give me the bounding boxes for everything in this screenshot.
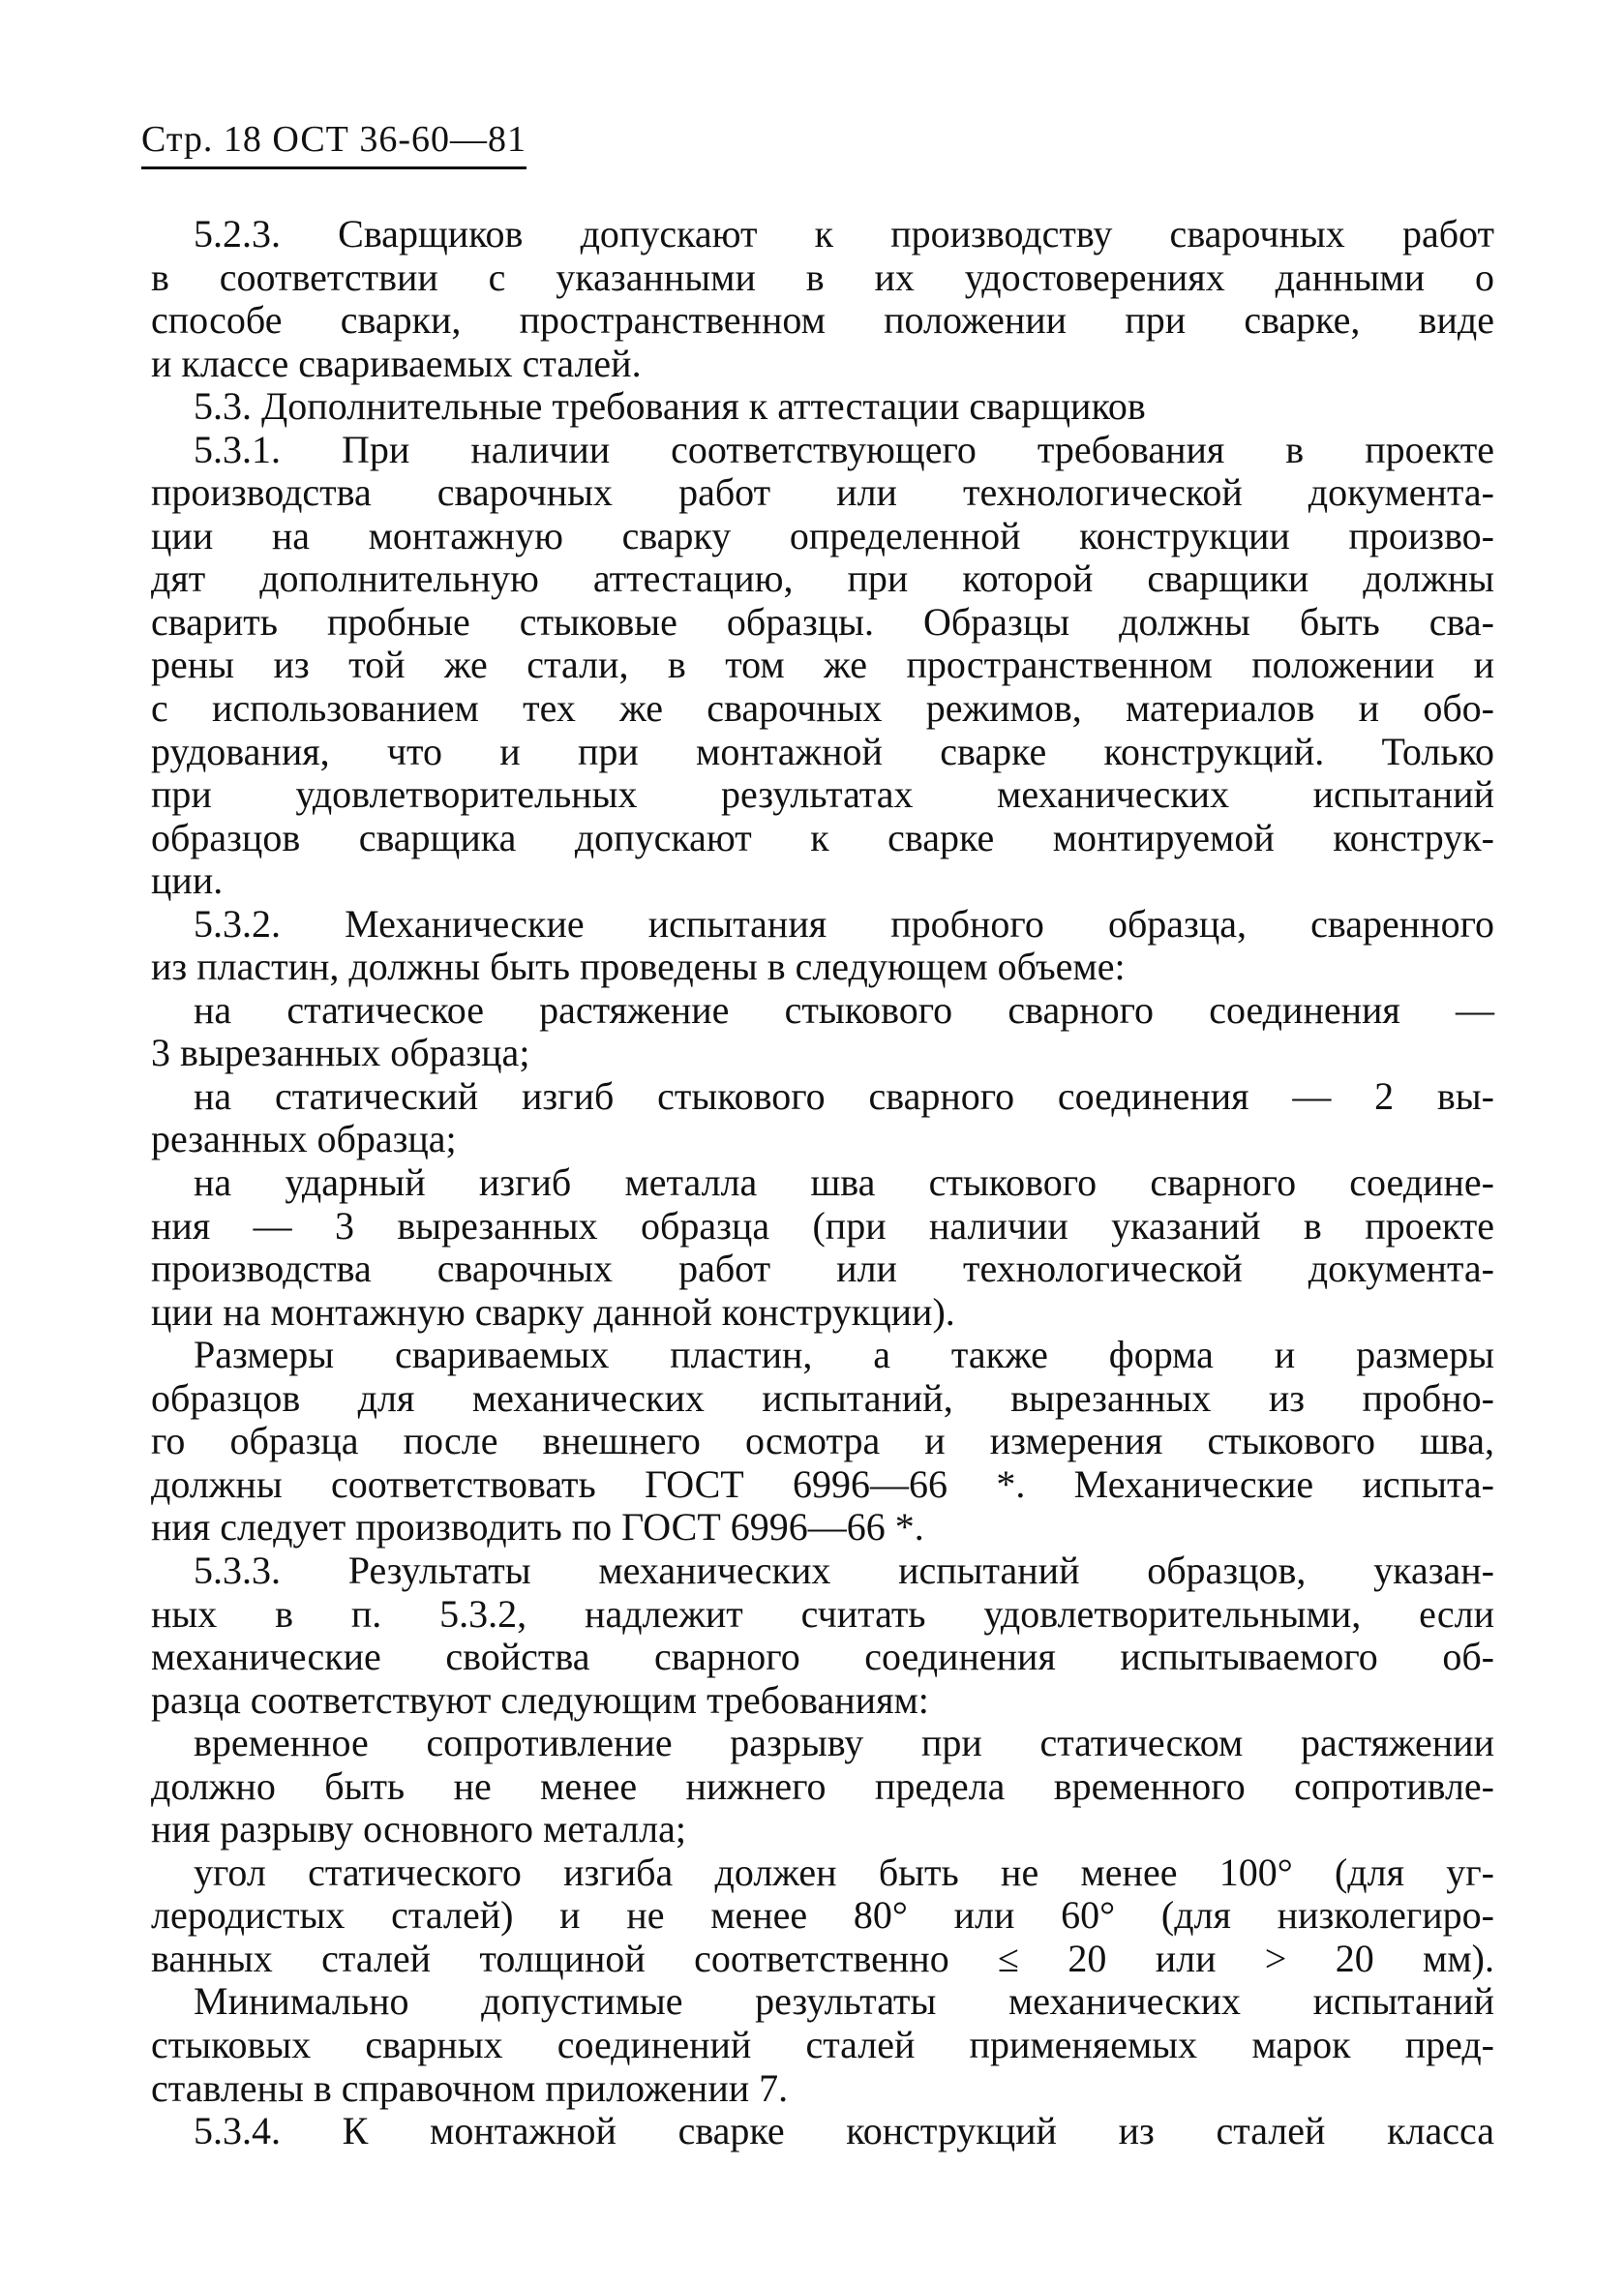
page-header: Стр. 18 ОСТ 36-60—81 <box>141 118 526 169</box>
text-line: ции на монтажную сварку данной конструкции). <box>151 1289 955 1334</box>
text-line: образцов для механических испытаний, вырезанных из пробно- <box>151 1375 1494 1420</box>
text-line: резанных образца; <box>151 1117 457 1161</box>
text-line: ния следует производить по ГОСТ 6996—66 *. <box>151 1505 924 1550</box>
text-line: ставлены в справочном приложении 7. <box>151 2065 789 2110</box>
text-line: производства сварочных работ или технологической документа- <box>151 470 1494 515</box>
text-line: 5.3.1. При наличии соответствующего требования в проекте <box>194 427 1494 471</box>
text-line: Размеры свариваемых пластин, а также форма и размеры <box>194 1333 1494 1377</box>
text-line: на статическое растяжение стыкового сварного соединения — <box>194 987 1494 1032</box>
text-line: ванных сталей толщиной соответственно ≤ 20 или > 20 мм). <box>151 1936 1494 1980</box>
text-line: ции. <box>151 858 224 903</box>
text-line: в соответствии с указанными в их удостоверениях данными о <box>151 255 1494 299</box>
text-line: стыковых сварных соединений сталей применяемых марок пред- <box>151 2022 1494 2066</box>
text-line: с использованием тех же сварочных режимов, материалов и обо- <box>151 686 1494 731</box>
text-line: сварить пробные стыковые образцы. Образцы должны быть сва- <box>151 599 1494 644</box>
text-line: механические свойства сварного соединения испытываемого об- <box>151 1635 1494 1679</box>
body-text <box>151 213 1494 2153</box>
text-line: 3 вырезанных образца; <box>151 1031 530 1075</box>
text-line: 5.3. Дополнительные требования к аттестации сварщиков <box>194 384 1146 429</box>
text-line: при удовлетворительных результатах механических испытаний <box>151 772 1494 817</box>
text-line: 5.3.4. К монтажной сварке конструкций из сталей класса <box>194 2109 1494 2153</box>
text-line: и классе свариваемых сталей. <box>151 341 642 385</box>
text-line: ния — 3 вырезанных образца (при наличии указаний в проекте <box>151 1203 1494 1248</box>
text-line: го образца после внешнего осмотра и измерения стыкового шва, <box>151 1419 1494 1463</box>
text-line: производства сварочных работ или технологической документа- <box>151 1247 1494 1291</box>
text-line: разца соответствуют следующим требованиям: <box>151 1677 929 1722</box>
text-line: рудования, что и при монтажной сварке конструкций. Только <box>151 729 1494 773</box>
text-line: на статический изгиб стыкового сварного соединения — 2 вы- <box>194 1073 1494 1118</box>
text-line: рены из той же стали, в том же пространственном положении и <box>151 643 1494 687</box>
text-line: ния разрыву основного металла; <box>151 1807 686 1851</box>
text-line: образцов сварщика допускают к сварке монтируемой конструк- <box>151 815 1494 859</box>
text-line: 5.2.3. Сварщиков допускают к производству сварочных работ <box>194 212 1494 256</box>
text-line: дят дополнительную аттестацию, при которой сварщики должны <box>151 557 1494 601</box>
text-line: ции на монтажную сварку определенной конструкции произво- <box>151 513 1494 557</box>
text-line: 5.3.3. Результаты механических испытаний образцов, указан- <box>194 1548 1494 1592</box>
text-line: должно быть не менее нижнего предела временного сопротивле- <box>151 1763 1494 1808</box>
text-line: из пластин, должны быть проведены в следующем объеме: <box>151 945 1126 989</box>
text-line: ных в п. 5.3.2, надлежит считать удовлетворительными, если <box>151 1591 1494 1636</box>
text-line: на ударный изгиб металла шва стыкового сварного соедине- <box>194 1160 1494 1205</box>
text-line: временное сопротивление разрыву при статическом растяжении <box>194 1721 1494 1765</box>
text-line: 5.3.2. Механические испытания пробного образца, сваренного <box>194 901 1494 946</box>
text-line: должны соответствовать ГОСТ 6996—66 *. Механические испыта- <box>151 1461 1494 1506</box>
text-line: угол статического изгиба должен быть не менее 100° (для уг- <box>194 1850 1494 1894</box>
text-line: способе сварки, пространственном положении при сварке, виде <box>151 298 1494 343</box>
text-line: Минимально допустимые результаты механических испытаний <box>194 1979 1494 2024</box>
text-line: леродистых сталей) и не менее 80° или 60° (для низколегиро- <box>151 1893 1494 1938</box>
